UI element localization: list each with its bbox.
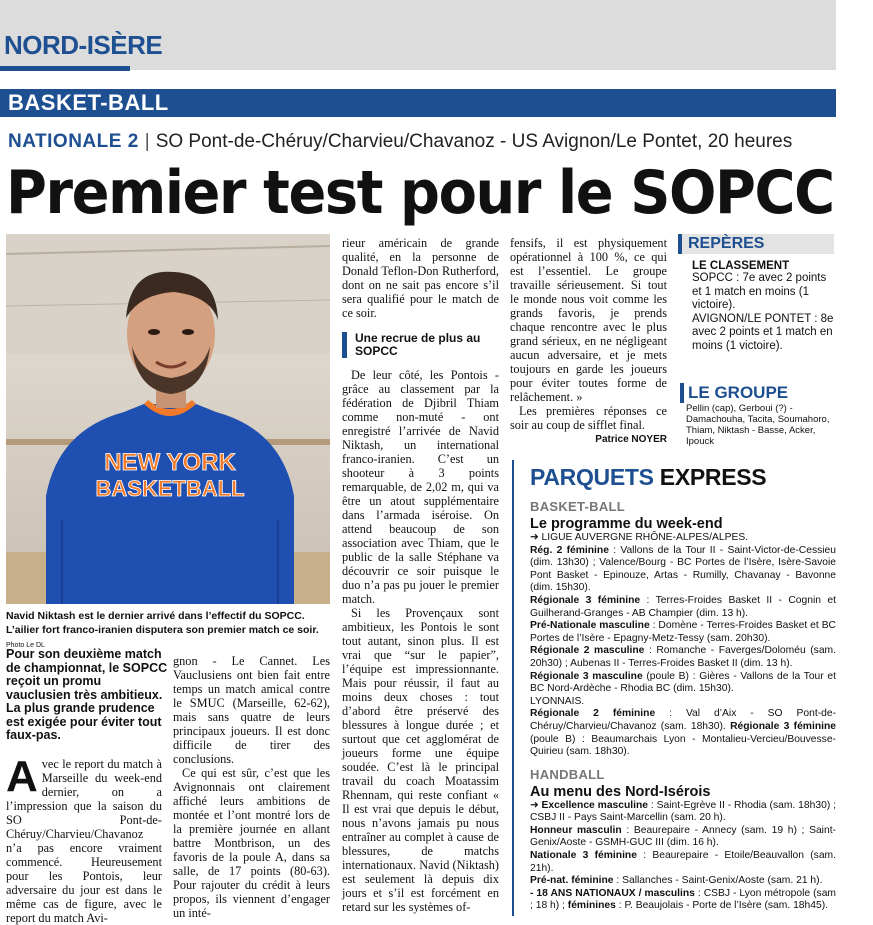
drop-cap: A — [6, 752, 38, 801]
entry-label: Régionale 3 féminine — [530, 594, 641, 606]
entry-label: Régionale 2 féminine — [530, 708, 656, 720]
lead-paragraph: Pour son deuxième match de championnat, le SOPCC reçoit un promu vauclusien très ambitieux. La plus grande prudence est exigée pour éviter tout faux-pas. — [6, 647, 168, 742]
schedule-entry — [530, 850, 836, 875]
express-title-a: PARQUETS — [530, 464, 654, 490]
region-title: NORD-ISÈRE — [4, 30, 163, 60]
arrow-icon: ➜ — [530, 799, 542, 811]
separator: | — [144, 131, 150, 152]
article-paragraph: Ce qui est sûr, c’est que les Avignonnais ont clairement affiché leurs ambitions de montée et l’ont montré lors de la première journée en allant battre Montbrison, un des favoris de la poule A, dans sa salle, de 17 points (80-63). Pour rajouter du crédit à leurs propos, ils viennent d’engager un inté- — [173, 766, 330, 920]
reperes-title: REPÈRES — [678, 234, 834, 254]
article-text: vec le report du match à Marseille du week-end dernier, on a l’impression que la saison du SO Pont-de-Chéruy/Charvieu/Chavanoz n’a pas encore vraiment commencé. Heureusement pour les Pontois, leur adversaire du jour est dans le même cas de figure, avec le report du match Avi- — [6, 757, 162, 925]
article-paragraph: fensifs, il est physiquement opérationnel à 100 %, ce qui est l’essentiel. Le groupe travaille sérieusement. Si tout le monde nous voit comme les grands favoris, je prends chaque rencontre avec le plus grand sérieux, en ne négligeant aucun adversaire, et je mets toujours en garde les joueurs pour éviter toutes forme de relâchement. » — [510, 236, 667, 404]
parquets-express — [512, 460, 836, 916]
section-title: BASKET-BALL — [8, 90, 169, 115]
entry-text: : P. Beaujolais - Porte de l’Isère (sam. 18h45). — [615, 900, 829, 912]
article-column-1 — [6, 752, 162, 925]
entry-label: Pré-nat. féminine — [530, 875, 614, 887]
entry-label: - 18 ANS NATIONAUX / masculins — [530, 887, 695, 899]
entry-text: : Sallanches - Saint-Genix/Aoste (sam. 21 h). — [613, 875, 823, 887]
reperes-box — [678, 234, 834, 353]
author-signature: Patrice NOYER — [595, 434, 667, 445]
schedule-entry — [530, 800, 836, 825]
entry-text: : Val d’Aix - SO Pont-de-Chéruy/Charvieu/Chavanoz (sam. 18h30). — [530, 708, 836, 732]
entry-label: Excellence masculine — [541, 799, 649, 811]
surtitle — [8, 131, 792, 153]
squad-list: Pellin (cap), Gerboui (?) - Damachouha, Tacita, Soumahoro, Thiam, Niktash - Basse, Acker, Ipouck — [686, 403, 830, 447]
headline: Premier test pour le SOPCC — [6, 158, 834, 228]
entry-label: Nationale 3 féminine — [530, 850, 637, 862]
article-paragraph: gnon - Le Cannet. Les Vauclusiens ont bien fait entre temps un match amical contre le SMUC (Marseille, 62-62), mais sans quatre de leurs principaux joueurs. Il est donc difficile de tirer des conclusions. — [173, 654, 330, 766]
schedule-entry — [530, 645, 836, 670]
article-paragraph: Si les Provençaux sont ambitieux, les Pontois le sont tout autant, sinon plus. Il est vrai que “sur le papier”, l’équipe est impressionnante. Mais pour réussir, il faut au moins deux choses : tout d’abord être préservé des blessures à longue durée ; et surtout que cet agglomérat de joueurs forme une équipe soudée. C’est là le principal travail du coach Moatassim Rhennam, qui reste confiant « Il est vrai que depuis le début, nous n’avons jamais pu nous entraîner au complet à cause de blessures, de matchs internationaux. Navid (Niktash) est seulement là depuis dix jours et s’il est forcément en retard sur les systèmes of- — [342, 606, 499, 914]
entry-text: : CSBJ - Lyon métropole (sam ; 18 h) ; — [530, 887, 837, 912]
schedule-entry — [530, 671, 836, 696]
entry-label: Pré-Nationale masculine — [530, 620, 650, 632]
schedule-entry — [530, 708, 836, 758]
photo-credit: Photo Le DL — [6, 642, 45, 649]
express-title — [530, 464, 836, 491]
express-title-b: EXPRESS — [659, 464, 767, 490]
entry-label: féminines — [567, 900, 616, 912]
standings-line: SOPCC : 7e avec 2 points et 1 match en moins (1 victoire). — [692, 272, 827, 311]
standings-line: AVIGNON/LE PONTET : 8e avec 2 points et 1 match en moins (1 victoire). — [692, 312, 834, 352]
standings-subtitle: LE CLASSEMENT — [692, 260, 790, 272]
sport-heading-handball: HANDBALL — [530, 766, 605, 782]
region-underline — [0, 66, 130, 71]
article-paragraph: Les premières réponses ce soir au coup de sifflet final. — [510, 404, 667, 432]
league-line: LYONNAIS. — [530, 695, 585, 707]
entry-label: Régionale 3 masculine — [530, 670, 643, 682]
schedule-entry — [530, 545, 836, 595]
entry-text: (poule B) : Beaumarchais Lyon - Montalieu-Vercieu/Bouvesse-Quirieu (sam. 18h30). — [530, 733, 836, 758]
sport-heading-basket: BASKET-BALL — [530, 499, 626, 514]
article-paragraph: rieur américain de grande qualité, en la personne de Donald Teflon-Don Rutherford, dont on ne sait pas encore s’il sera qualifié pour le match de ce soir. — [342, 236, 499, 320]
section-banner — [0, 89, 836, 115]
league-line — [530, 532, 836, 545]
schedule-entry — [530, 825, 836, 850]
entry-text: (poule B) : Gières - Vallons de la Tour et BC Nord-Ardèche - Rhodia BC (dim. 15h30). — [530, 670, 836, 695]
squad-box — [680, 383, 834, 447]
schedule-entry — [530, 888, 836, 913]
section-rule — [0, 115, 836, 117]
player-photo-illustration — [6, 234, 330, 604]
league-name: LIGUE AUVERGNE RHÔNE-ALPES/ALPES. — [541, 532, 749, 543]
program-title: Le programme du week-end — [530, 516, 723, 532]
jersey-text-bottom: BASKETBALL — [95, 476, 245, 501]
schedule-entry — [530, 875, 836, 888]
arrow-icon: ➜ — [530, 532, 542, 543]
handball-schedule — [530, 800, 836, 913]
entry-text: : Romanche - Faverges/Doloméu (sam. 20h30) ; Aubenas II - Terres-Froides Basket II (dim. 13 h). — [530, 645, 836, 669]
entry-label: Rég. 2 féminine — [530, 544, 609, 556]
league-level: NATIONALE 2 — [8, 131, 139, 152]
entry-text: : Saint-Egrève II - Rhodia (sam. 18h30) ; CSBJ II - Pays Saint-Marcellin (sam. 20 h). — [530, 799, 836, 824]
match-line: SO Pont-de-Chéruy/Charvieu/Chavanoz - US Avignon/Le Pontet, 20 heures — [155, 131, 793, 152]
article-column-4 — [510, 236, 667, 447]
handball-title: Au menu des Nord-Isérois — [530, 783, 711, 800]
schedule-entry — [530, 595, 836, 620]
player-photo — [6, 234, 330, 604]
basket-schedule — [530, 532, 836, 759]
squad-title: LE GROUPE — [680, 383, 834, 403]
entry-text: : Domène - Terres-Froides Basket et BC Portes de l’Isère - Epagny-Metz-Tessy (sam. 20h30). — [530, 620, 836, 644]
article-paragraph: De leur côté, les Pontois - grâce au classement par la fédération de Djibril Thiam comme non-muté - ont enregistré l’arrivée de Navid Niktash, un international franco-iranien. C’est un shooteur à 3 points remarquable, de 2,02 m, qui va être un atout supplémentaire dans l’armada iséroise. On attend beaucoup de son association avec Thiam, que le public de la salle Stéphane va découvrir ce soir puisque le duo n’a pas pu jouer le premier match. — [342, 368, 499, 606]
entry-text: : Beaurepaire - Etoile/Beauvallon (sam. 21h). — [530, 850, 836, 874]
jersey-text-top: NEW YORK — [104, 449, 236, 476]
schedule-entry — [530, 620, 836, 645]
article-column-2 — [173, 654, 330, 920]
entry-text: : Terres-Froides Basket II - Cognin et Guilherand-Granges - AB Champier (dim. 13 h). — [530, 594, 836, 619]
intertitle: Une recrue de plus au SOPCC — [342, 332, 499, 358]
entry-text: : Vallons de la Tour II - Saint-Victor-de-Cessieu (dim. 13h30) ; Valence/Bourg - BC Portes de l’Isère, Isère-Savoie Pont Basket - Epinouze, Artas - Rumilly, Chavanay - Bavonne (dim. 15h30). — [530, 544, 836, 594]
entry-text: : Beaurepaire - Annecy (sam. 19 h) ; Saint-Genix/Aoste - GSMH-GUC III (dim. 16 h). — [530, 824, 836, 849]
article-column-3 — [342, 236, 499, 914]
entry-label: Honneur masculin — [530, 824, 622, 836]
entry-label: Régionale 3 féminine — [730, 720, 836, 732]
caption-text: Navid Niktash est le dernier arrivé dans l’effectif du SOPCC. L’ailier fort franco-iranien disputera son premier match ce soir. — [6, 610, 319, 636]
entry-label: Régionale 2 masculine — [530, 645, 645, 657]
